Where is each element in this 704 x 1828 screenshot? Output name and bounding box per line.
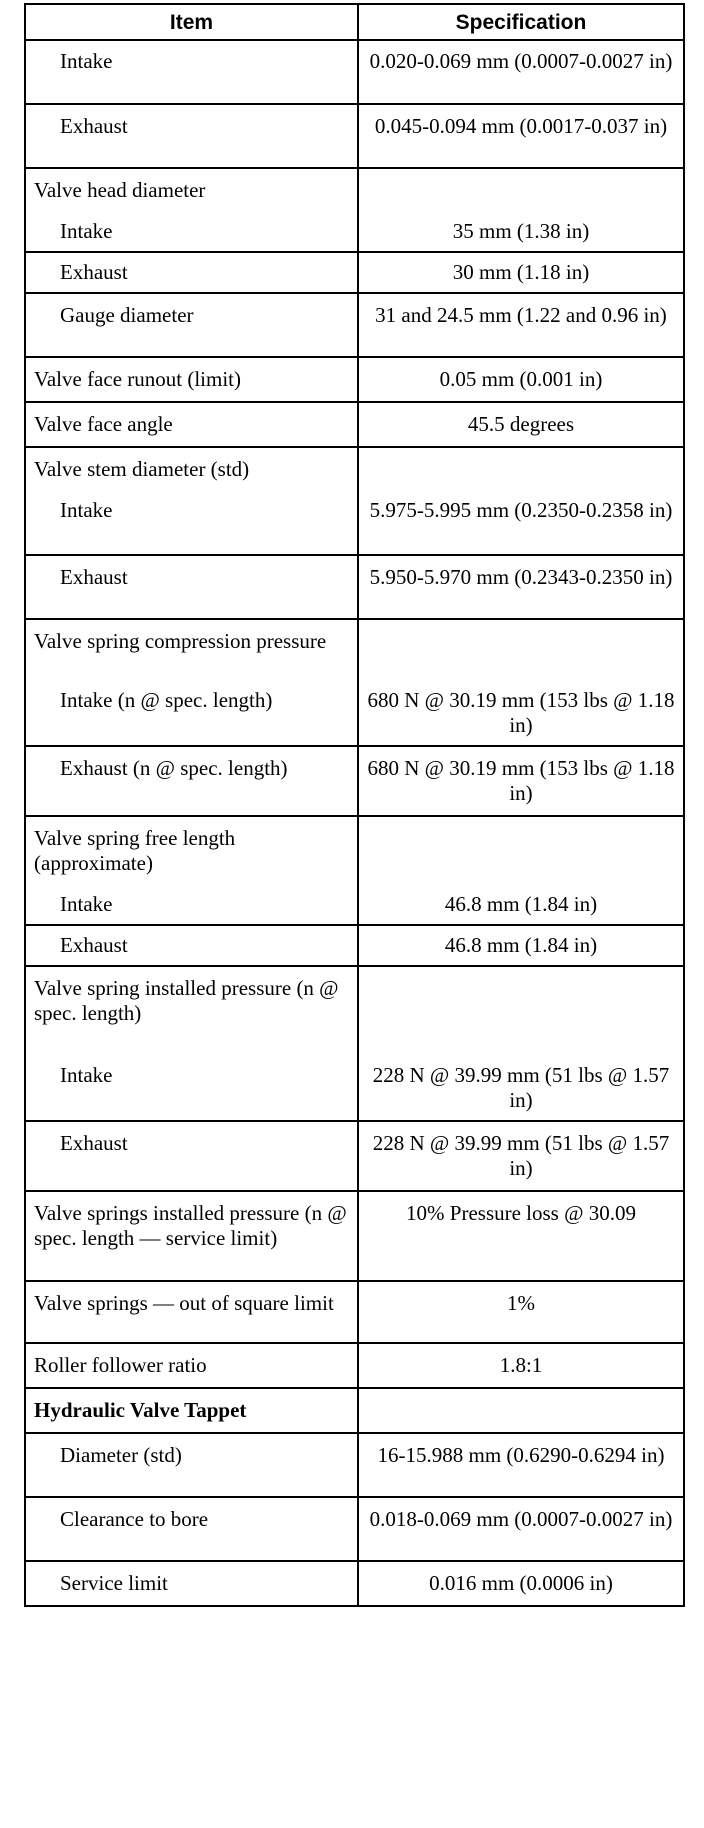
table-row (25, 619, 684, 681)
spec-cell (358, 168, 684, 212)
spec-cell: 5.950-5.970 mm (0.2343-0.2350 in) (358, 555, 684, 619)
table-row (25, 1433, 684, 1497)
item-cell: Intake (25, 40, 358, 104)
item-cell: Clearance to bore (25, 1497, 358, 1561)
table-row (25, 816, 684, 885)
table-row (25, 447, 684, 491)
table-row (25, 1388, 684, 1433)
item-cell: Valve springs — out of square limit (25, 1281, 358, 1343)
item-cell (25, 681, 358, 746)
table-row (25, 104, 684, 168)
spec-cell: 5.975-5.995 mm (0.2350-0.2358 in) (358, 491, 684, 555)
spec-cell: 45.5 degrees (358, 402, 684, 447)
spec-cell: 30 mm (1.18 in) (358, 252, 684, 293)
spec-cell: 0.05 mm (0.001 in) (358, 357, 684, 402)
item-cell: Exhaust (25, 252, 358, 293)
table-row (25, 885, 684, 925)
item-text: Exhaust (n @ spec. length) (60, 756, 288, 780)
item-cell: Valve spring free length (approximate) (25, 816, 358, 885)
spec-cell: 228 N @ 39.99 mm (51 lbs @ 1.57 in) (358, 1121, 684, 1191)
item-cell: Exhaust (25, 555, 358, 619)
spec-cell (358, 619, 684, 681)
spec-cell (358, 966, 684, 1056)
header-specification: Specification (358, 4, 684, 40)
table-row (25, 925, 684, 966)
spec-cell: 35 mm (1.38 in) (358, 212, 684, 252)
table-row (25, 491, 684, 555)
table-row (25, 681, 684, 746)
table-row (25, 555, 684, 619)
spec-cell: 680 N @ 30.19 mm (153 lbs @ 1.18 in) (358, 681, 684, 746)
item-cell: Valve face runout (limit) (25, 357, 358, 402)
item-cell: Intake (25, 491, 358, 555)
spec-cell (358, 1388, 684, 1433)
spec-cell: 16-15.988 mm (0.6290-0.6294 in) (358, 1433, 684, 1497)
item-cell: Exhaust (25, 104, 358, 168)
item-cell: Valve head diameter (25, 168, 358, 212)
spec-cell: 46.8 mm (1.84 in) (358, 925, 684, 966)
item-cell: Roller follower ratio (25, 1343, 358, 1388)
spec-cell: 228 N @ 39.99 mm (51 lbs @ 1.57 in) (358, 1056, 684, 1121)
spec-cell: 0.045-0.094 mm (0.0017-0.037 in) (358, 104, 684, 168)
item-cell: Intake (25, 1056, 358, 1121)
item-cell: Valve face angle (25, 402, 358, 447)
item-cell: Valve spring installed pressure (n @ spec. length) (25, 966, 358, 1056)
table-row (25, 1121, 684, 1191)
table-row (25, 357, 684, 402)
spec-cell: 10% Pressure loss @ 30.09 (358, 1191, 684, 1281)
spec-cell: 1.8:1 (358, 1343, 684, 1388)
table-row (25, 746, 684, 816)
item-cell (25, 746, 358, 816)
item-cell: Valve stem diameter (std) (25, 447, 358, 491)
spec-cell: 31 and 24.5 mm (1.22 and 0.96 in) (358, 293, 684, 357)
item-cell: Valve springs installed pressure (n @ spec. length — service limit) (25, 1191, 358, 1281)
header-item: Item (25, 4, 358, 40)
spec-cell: 1% (358, 1281, 684, 1343)
section-heading: Hydraulic Valve Tappet (25, 1388, 358, 1433)
spec-cell: 680 N @ 30.19 mm (153 lbs @ 1.18 in) (358, 746, 684, 816)
table-row (25, 966, 684, 1056)
item-cell: Gauge diameter (25, 293, 358, 357)
item-cell: Intake (25, 212, 358, 252)
item-cell: Intake (25, 885, 358, 925)
table-row (25, 40, 684, 104)
spec-table (24, 3, 685, 1607)
item-cell: Exhaust (25, 925, 358, 966)
spec-cell: 0.018-0.069 mm (0.0007-0.0027 in) (358, 1497, 684, 1561)
spec-cell: 0.020-0.069 mm (0.0007-0.0027 in) (358, 40, 684, 104)
table-row (25, 168, 684, 212)
table-row (25, 1056, 684, 1121)
spec-cell: 46.8 mm (1.84 in) (358, 885, 684, 925)
table-row (25, 252, 684, 293)
spec-cell (358, 816, 684, 885)
item-cell: Valve spring compression pressure (25, 619, 358, 681)
spec-cell: 0.016 mm (0.0006 in) (358, 1561, 684, 1606)
table-row (25, 293, 684, 357)
table-row (25, 402, 684, 447)
item-text: Intake (n @ spec. length) (60, 688, 273, 712)
item-cell: Exhaust (25, 1121, 358, 1191)
table-row (25, 1497, 684, 1561)
table-row (25, 1281, 684, 1343)
spec-cell (358, 447, 684, 491)
item-cell: Diameter (std) (25, 1433, 358, 1497)
table-row (25, 1343, 684, 1388)
table-row (25, 1191, 684, 1281)
table-row (25, 1561, 684, 1606)
table-row (25, 212, 684, 252)
item-cell: Service limit (25, 1561, 358, 1606)
header-row (25, 4, 684, 40)
